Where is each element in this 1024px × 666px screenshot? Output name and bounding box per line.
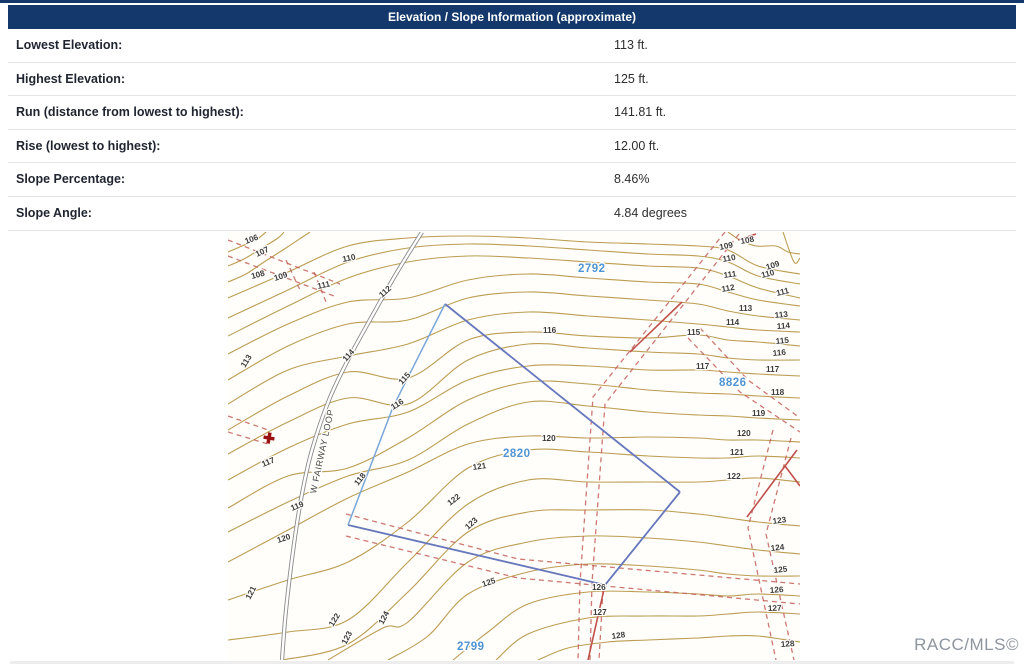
contour-label: 110 — [721, 252, 737, 264]
contour-label: 121 — [243, 584, 259, 601]
row-label: Run (distance from lowest to highest): — [16, 105, 244, 120]
watermark: RACC/MLS© — [914, 635, 1019, 654]
section-header — [8, 5, 1016, 29]
contour-label: 115 — [687, 328, 701, 337]
contour-label: 123 — [772, 515, 787, 526]
bottom-divider — [10, 661, 1014, 664]
section-title: Elevation / Slope Information (approximate) — [387, 10, 637, 24]
table-row — [8, 163, 1016, 197]
row-value: 125 ft. — [614, 71, 649, 86]
contour-line — [228, 232, 310, 282]
street-label: W FAIRWAY LOOP — [308, 408, 336, 495]
topo-map — [228, 232, 800, 660]
contour-label: 124 — [770, 542, 785, 553]
contour-label: 126 — [592, 583, 606, 592]
contour-label: 113 — [739, 304, 753, 313]
contour-label: 127 — [767, 603, 782, 613]
contour-label: 117 — [766, 365, 780, 374]
row-value: 8.46% — [614, 172, 650, 187]
parcel-number-label: 2820 — [503, 448, 531, 460]
contour-label: 114 — [776, 321, 791, 331]
contour-label: 125 — [773, 564, 788, 575]
contour-line — [453, 591, 800, 660]
contour-label: 111 — [316, 279, 331, 291]
contour-label: 113 — [239, 353, 254, 370]
contour-label: 128 — [780, 639, 795, 649]
contour-line — [228, 292, 800, 380]
parcel-dashed-line — [228, 432, 268, 444]
contour-label: 122 — [445, 492, 463, 508]
top-border-strip — [0, 0, 1024, 3]
row-label: Highest Elevation: — [16, 71, 126, 86]
parcel-number-label: 2792 — [578, 263, 606, 275]
contour-line — [228, 309, 800, 404]
table-row — [8, 29, 1016, 63]
contour-label: 118 — [771, 388, 785, 397]
contour-label: 115 — [775, 335, 790, 346]
contour-line — [228, 478, 800, 640]
parcel-dashed-line — [578, 232, 725, 660]
parcel-boundary-blue — [348, 525, 605, 585]
contour-label: 114 — [726, 318, 740, 327]
row-value: 12.00 ft. — [614, 138, 660, 153]
contour-label: 124 — [376, 609, 392, 626]
contour-label: 111 — [775, 286, 790, 298]
contour-label: 122 — [727, 472, 741, 481]
road-centerline — [282, 232, 422, 660]
contour-label: 117 — [696, 362, 710, 371]
contour-label: 119 — [289, 499, 306, 513]
parcel-dashed-line — [346, 514, 800, 584]
contour-label: 121 — [730, 448, 744, 457]
row-label: Rise (lowest to highest): — [16, 138, 161, 153]
table-row — [8, 197, 1016, 231]
contour-label: 116 — [389, 397, 406, 412]
contour-label: 120 — [275, 532, 292, 545]
contour-line — [783, 232, 800, 263]
red-boundary-line — [630, 302, 682, 352]
table-row — [8, 63, 1016, 97]
table-row — [8, 130, 1016, 164]
contour-label: 120 — [542, 434, 556, 443]
contour-line — [283, 510, 800, 660]
contour-label: 112 — [720, 282, 736, 294]
topo-map-svg — [228, 232, 800, 660]
contour-label: 107 — [254, 244, 271, 259]
contour-label: 109 — [764, 259, 781, 272]
contour-label: 109 — [718, 240, 734, 252]
contour-label: 111 — [723, 269, 737, 280]
row-label: Lowest Elevation: — [16, 38, 123, 52]
contour-label: 125 — [480, 576, 497, 589]
contour-line — [228, 256, 800, 336]
contour-label: 121 — [472, 461, 487, 472]
elevation-info-table — [8, 29, 1016, 231]
contour-label: 123 — [463, 515, 480, 532]
row-value: 4.84 degrees — [614, 205, 687, 220]
contour-line — [538, 635, 800, 660]
contour-label: 110 — [760, 268, 776, 280]
contour-label: 119 — [752, 409, 766, 418]
table-row — [8, 96, 1016, 130]
contour-label: 120 — [737, 429, 751, 438]
row-label: Slope Percentage: — [16, 172, 126, 187]
contour-label: 115 — [396, 370, 413, 387]
row-value: 141.81 ft. — [614, 105, 667, 120]
contour-label: 122 — [327, 611, 342, 629]
contour-label: 110 — [341, 252, 357, 264]
road-casing — [282, 232, 422, 660]
contour-label: 116 — [543, 326, 557, 335]
contour-label: 114 — [340, 347, 357, 364]
red-boundary-line — [785, 466, 800, 486]
contour-label: 128 — [611, 630, 626, 641]
contour-label: 113 — [774, 309, 789, 320]
contour-label: 108 — [739, 234, 755, 246]
row-label: Slope Angle: — [16, 205, 92, 220]
parcel-number-label: 2799 — [457, 641, 485, 653]
row-value: 113 ft. — [614, 38, 648, 52]
contour-line — [228, 274, 800, 354]
contour-label: 112 — [377, 283, 394, 300]
parcel-boundary-blue — [605, 492, 680, 585]
contour-label: 116 — [772, 347, 787, 358]
red-boundary-line — [747, 450, 797, 517]
contour-label: 117 — [260, 455, 277, 469]
contour-label: 127 — [593, 608, 607, 617]
parcel-dashed-line — [286, 260, 300, 290]
contour-label: 118 — [352, 471, 368, 488]
contour-label: 123 — [339, 629, 355, 646]
contour-label: 106 — [243, 232, 260, 246]
contour-label: 126 — [769, 585, 784, 595]
contour-label: 109 — [272, 270, 289, 283]
parcel-number-label: 8826 — [719, 377, 747, 389]
contour-label: 108 — [250, 268, 266, 281]
